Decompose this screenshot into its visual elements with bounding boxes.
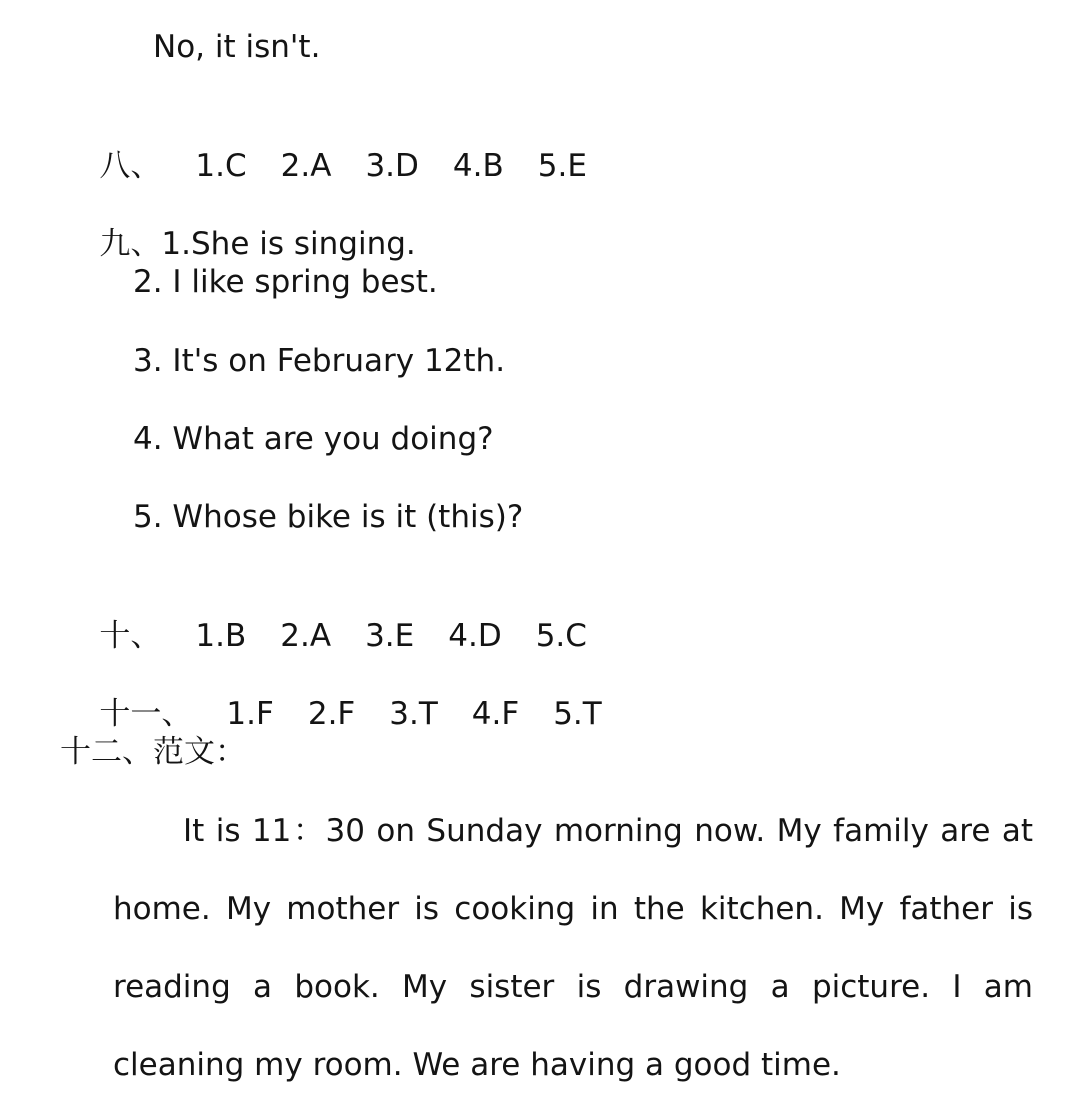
section-8-answer-1: 1.C: [195, 148, 247, 184]
section-10-answer-3: 3.E: [365, 618, 415, 654]
section-11-answer-5: 5.T: [553, 696, 602, 732]
section-11-label: 十一、: [99, 696, 193, 732]
answer-line-7-5b: No, it isn't.: [153, 29, 321, 65]
essay-line-1: It is 11：30 on Sunday morning now. My family are at: [183, 813, 1033, 849]
section-10-answer-1: 1.B: [195, 618, 247, 654]
section-11-answer-2: 2.F: [307, 696, 356, 732]
section-11-answer-4: 4.F: [471, 696, 520, 732]
section-10-answer-2: 2.A: [280, 618, 332, 654]
section-8-answer-2: 2.A: [280, 148, 332, 184]
section-12-label: 十二、范文：: [60, 734, 246, 770]
section-11-answer-1: 1.F: [226, 696, 274, 732]
section-8-answer-3: 3.D: [365, 148, 419, 184]
section-8-answer-5: 5.E: [537, 148, 587, 184]
section-9-item-4: 4. What are you doing?: [133, 421, 494, 457]
section-9-label: 九、: [99, 226, 162, 262]
section-10-answer-4: 4.D: [448, 618, 502, 654]
section-9-item-3: 3. It's on February 12th.: [133, 343, 506, 379]
essay-line-3: reading a book. My sister is drawing a picture. I am: [113, 969, 1033, 1005]
essay-line-2: home. My mother is cooking in the kitchen. My father is: [113, 891, 1033, 927]
section-11-answer-3: 3.T: [389, 696, 438, 732]
section-9-item-1: 1.She is singing.: [161, 226, 416, 262]
section-8-label: 八、: [99, 148, 162, 184]
section-9-item-2: 2. I like spring best.: [133, 264, 438, 300]
essay-line-4: cleaning my room. We are having a good time.: [113, 1047, 841, 1083]
section-9-item-5: 5. Whose bike is it (this)?: [133, 499, 524, 535]
section-10-label: 十、: [99, 618, 162, 654]
section-8-answer-4: 4.B: [452, 148, 504, 184]
section-10-answer-5: 5.C: [535, 618, 587, 654]
